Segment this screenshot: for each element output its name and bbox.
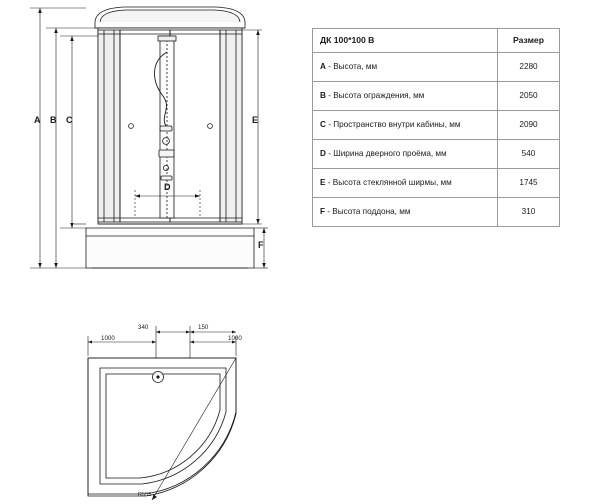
table-cell-value: 310 bbox=[498, 197, 560, 226]
dim-key: C bbox=[320, 119, 326, 129]
dim-label-a: A bbox=[34, 115, 41, 125]
table-header-size: Размер bbox=[498, 29, 560, 53]
dim-label: - Пространство внутри кабины, мм bbox=[325, 119, 461, 129]
table-header-model: ДК 100*100 В bbox=[313, 29, 498, 53]
dim-value-door: 340 bbox=[138, 324, 149, 331]
dim-label-f: F bbox=[258, 240, 264, 250]
dim-label-c: C bbox=[66, 115, 73, 125]
table-cell-value: 2280 bbox=[498, 52, 560, 81]
dim-key: F bbox=[320, 206, 326, 216]
dim-key: E bbox=[320, 177, 326, 187]
dim-label: - Ширина дверного проёма, мм bbox=[325, 148, 447, 158]
dim-label-e: E bbox=[252, 115, 259, 125]
dim-label: - Высота стеклянной ширмы, мм bbox=[325, 177, 452, 187]
dim-value-right-width: 1000 bbox=[228, 335, 242, 342]
table-cell-value: 1745 bbox=[498, 168, 560, 197]
dim-value-left-width: 1000 bbox=[101, 335, 115, 342]
table-cell-value: 2090 bbox=[498, 110, 560, 139]
dim-value-radius: R555 bbox=[138, 492, 152, 498]
dim-label: - Высота, мм bbox=[325, 61, 378, 71]
dim-label: - Высота ограждения, мм bbox=[325, 90, 425, 100]
dim-key: B bbox=[320, 90, 326, 100]
table-cell-value: 540 bbox=[498, 139, 560, 168]
table-cell-value: 2050 bbox=[498, 81, 560, 110]
dim-label: - Высота поддона, мм bbox=[325, 206, 411, 216]
dim-value-panel: 150 bbox=[198, 324, 209, 331]
dim-key: D bbox=[320, 148, 326, 158]
dim-label-d: D bbox=[164, 182, 171, 192]
dim-label-b: B bbox=[50, 115, 57, 125]
drain bbox=[153, 372, 164, 383]
tray-basin bbox=[100, 368, 226, 484]
dim-key: A bbox=[320, 61, 326, 71]
